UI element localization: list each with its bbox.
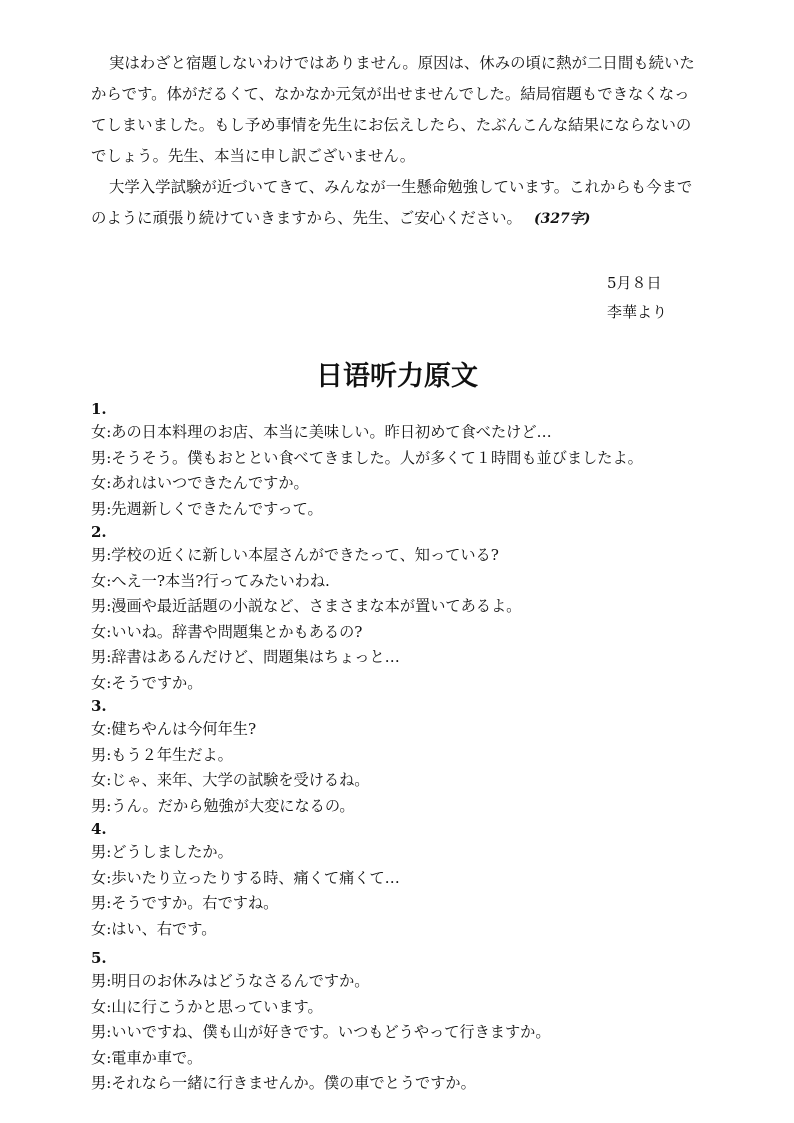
letter-body <box>91 48 703 235</box>
listening-transcript <box>91 399 731 1097</box>
letter-paragraph-text: 大学入学試験が近づいてきて、みんなが一生懸命勉強しています。これからも今までのように頑張り続けていきますから、先生、ご安心ください。 <box>91 178 693 227</box>
dialogue-line: 女:あれはいつできたんですか。 <box>91 474 309 492</box>
dialogue-line: 女:あの日本料理のお店、本当に美味しい。昨日初めて食べたけど… <box>91 423 552 441</box>
dialogue-line: 男:漫画や最近話題の小説など、さまさまな本が置いてあるよ。 <box>91 597 522 615</box>
letter-date: 5月８日 <box>607 274 662 292</box>
dialogue-line: 男:うん。だから勉強が大変になるの。 <box>91 796 355 815</box>
dialogue-line: 男:もう２年生だよ。 <box>91 745 233 764</box>
dialogue-line: 女:健ちやんは今何年生? <box>91 720 257 738</box>
dialogue-section <box>91 696 731 819</box>
section-number: 5. <box>91 949 107 967</box>
dialogue-line: 男:辞書はあるんだけど、問題集はちょっと… <box>91 648 400 666</box>
letter-paragraph: 実はわざと宿題しないわけではありません。原因は、休みの頃に熱が二日間も続いたからです。体がだるくて、なかなか元気が出せませんでした。結局宿題もできなくなってしまいました。もし予め事情を先生にお伝えしたら、たぶんこんな結果にならないのでしょう。先生、本当に申し訳ございません。 <box>91 54 695 165</box>
word-count: (327字) <box>533 211 591 227</box>
dialogue-line: 男:先週新しくできたんですって。 <box>91 499 323 518</box>
dialogue-line: 男:そうですか。右ですね。 <box>91 894 279 912</box>
dialogue-line: 女:山に行こうかと思っています。 <box>91 997 323 1016</box>
section-number: 2. <box>91 523 107 541</box>
dialogue-line: 男:明日のお休みはどうなさるんですか。 <box>91 972 370 990</box>
letter-paragraph <box>91 172 703 235</box>
dialogue-line: 女:電車か車で。 <box>91 1048 203 1067</box>
dialogue-section <box>91 948 731 1097</box>
dialogue-section <box>91 399 731 522</box>
dialogue-line: 男:そうそう。僕もおととい食べてきました。人が多くて１時間も並びましたよ。 <box>91 448 643 467</box>
dialogue-line: 男:それなら一緒に行きませんか。僕の車でとうですか。 <box>91 1074 476 1092</box>
dialogue-section <box>91 522 731 696</box>
section-number: 3. <box>91 697 107 715</box>
dialogue-line: 女:はい、右です。 <box>91 919 217 938</box>
dialogue-line: 男:学校の近くに新しい本屋さんができたって、知っている? <box>91 546 499 564</box>
page-title: 日语听力原文 <box>316 361 478 392</box>
dialogue-line: 女:いいね。辞書や問題集とかもあるの? <box>91 622 363 641</box>
dialogue-section <box>91 819 731 942</box>
section-number: 4. <box>91 820 107 838</box>
section-number: 1. <box>91 400 107 418</box>
dialogue-line: 女:歩いたり立ったりする時、痛くて痛くて… <box>91 868 400 887</box>
letter-signature: 李華より <box>607 303 668 321</box>
dialogue-line: 男:どうしましたか。 <box>91 843 233 861</box>
dialogue-line: 女:じゃ、来年、大学の試験を受けるね。 <box>91 771 370 789</box>
dialogue-line: 男:いいですね、僕も山が好きです。いつもどうやって行きますか。 <box>91 1023 551 1041</box>
dialogue-line: 女:へえ一?本当?行ってみたいわね. <box>91 571 330 590</box>
dialogue-line: 女:そうですか。 <box>91 673 203 692</box>
